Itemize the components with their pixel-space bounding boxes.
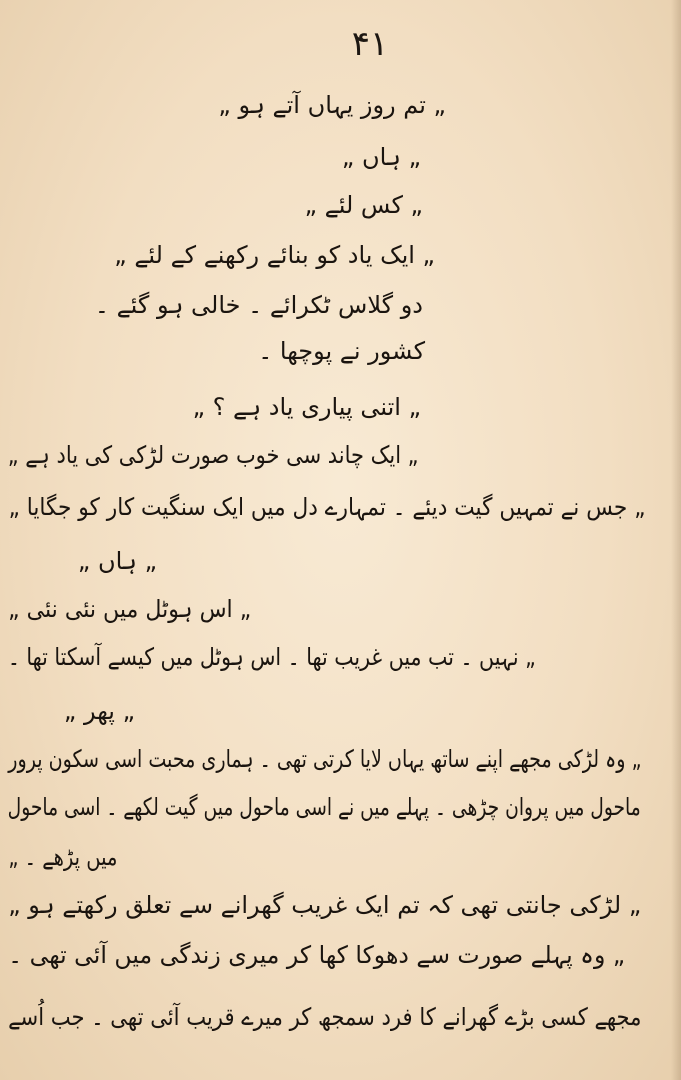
text-line-2: „ ہاں „ (341, 143, 421, 171)
text-line-19: مجھے کسی بڑے گھرانے کا فرد سمجھ کر میرے قریب آئی تھی ۔ جب اُسے (7, 1003, 641, 1031)
text-line-6: کشور نے پوچھا ۔ (258, 337, 425, 365)
text-line-14: „ وہ لڑکی مجھے اپنے ساتھ یہاں لایا کرتی تھی ۔ ہماری محبت اسی سکون پرور (7, 745, 641, 773)
text-line-18: „ وہ پہلے صورت سے دھوکا کھا کر میری زندگی میں آئی تھی ۔ (8, 941, 625, 969)
page-edge-shadow (671, 0, 681, 1080)
text-line-4: „ ایک یاد کو بنائے رکھنے کے لئے „ (114, 241, 435, 269)
text-line-16: میں پڑھے ۔ „ (8, 843, 117, 871)
text-line-12: „ نہیں ۔ تب میں غریب تھا ۔ اس ہوٹل میں کیسے آسکتا تھا ۔ (7, 643, 536, 671)
text-line-1: „ تم روز یہاں آتے ہو „ (218, 91, 446, 119)
text-line-3: „ کس لئے „ (304, 191, 423, 219)
text-line-13: „ پھر „ (63, 697, 135, 725)
text-line-7: „ اتنی پیاری یاد ہے ؟ „ (192, 393, 421, 421)
text-line-11: „ اس ہوٹل میں نئی نئی „ (7, 595, 251, 623)
page-number: ۴۱ (351, 24, 389, 64)
text-line-15: ماحول میں پروان چڑھی ۔ پہلے میں نے اسی ماحول میں گیت لکھے ۔ اسی ماحول (7, 793, 641, 821)
text-line-9: „ جس نے تمہیں گیت دیئے ۔ تمہارے دل میں ایک سنگیت کار کو جگایا „ (8, 493, 645, 521)
text-line-8: „ ایک چاند سی خوب صورت لڑکی کی یاد ہے „ (8, 441, 419, 469)
text-line-5: دو گلاس ٹکرائے ۔ خالی ہو گئے ۔ (94, 291, 423, 319)
text-line-17: „ لڑکی جانتی تھی کہ تم ایک غریب گھرانے سے تعلق رکھتے ہو „ (8, 891, 641, 919)
text-line-10: „ ہاں „ (77, 547, 157, 575)
